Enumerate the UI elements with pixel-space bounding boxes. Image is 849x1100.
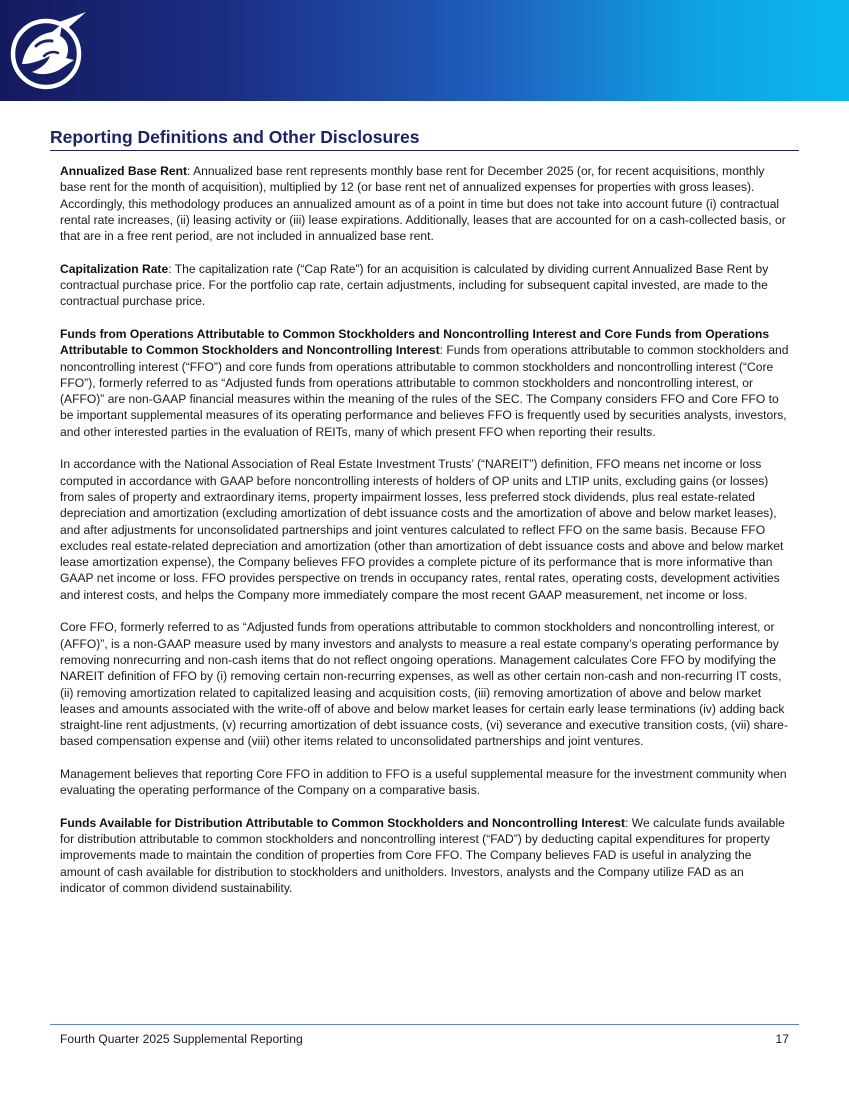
definition-text: : Funds from operations attributable to common stockholders and noncontrolling interest (“FFO”) and core funds from operations attributable to common stockholders and noncontrolling interest (“Core FFO”), formerly referred to as “Adjusted funds from operations attributable to common stockholders and noncontrolling interest, or (AFFO)” are non-GAAP financial measures within the meaning of the rules of the SEC. The Company considers FFO and Core FFO to be important supplemental measures of its operating performance and believes FFO is frequently used by securities analysts, investors, and other interested parties in the evaluation of REITs, many of which present FFO when reporting their results.: [60, 343, 789, 439]
term-label: Funds from Operations Attributable to Common Stockholders and Noncontrolling Interest and Core Funds from Operations Attributable to Common Stockholders and Noncontrolling Interest: [60, 326, 770, 358]
definition-fad: [60, 815, 789, 896]
definition-text: : Annualized base rent represents monthly base rent for December 2025 (or, for recent acquisitions, monthly base rent for the month of acquisition), multiplied by 12 (or base rent net of annualized expenses for properties with gross leases). Accordingly, this methodology produces an annualized amount as of a point in time but does not take into account future (i) contractual rental rate increases, (ii) leasing activity or (iii) lease expirations. Additionally, leases that are accounted for on a cash-collected basis, or that are in a free rent period, are not included in annualized base rent.: [60, 164, 786, 244]
definitions-body: [50, 151, 799, 896]
footer-report-name: Fourth Quarter 2025 Supplemental Reporting: [60, 1032, 303, 1046]
paragraph-core-ffo: Core FFO, formerly referred to as “Adjusted funds from operations attributable to common stockholders and noncontrolling interest, or (AFFO)”, is a non-GAAP measure used by many investors and analysts to measure a real estate company’s operating performance by removing nonrecurring and non-cash items that do not reflect ongoing operations. Management calculates Core FFO by modifying the NAREIT definition of FFO by (i) removing certain non-recurring expenses, as well as other certain non-cash and non-recurring IT costs, (ii) removing amortization related to capitalized leasing and acquisition costs, (iii) removing amortization of above and below market leases and amounts associated with the write-off of above and below market leases for certain early lease terminations (iv) adding back straight-line rent adjustments, (v) recurring amortization of debt issuance costs, (vi) severance and executive transition costs, (vii) share-based compensation expense and (viii) other items related to unconsolidated partnerships and joint ventures.: [60, 620, 788, 749]
page-footer: [50, 1024, 799, 1046]
header-banner: [0, 0, 849, 101]
paragraph-management: Management believes that reporting Core FFO in addition to FFO is a useful supplemental measure for the investment community when evaluating the operating performance of the Company on a comparative basis.: [60, 766, 787, 798]
definition-text: : We calculate funds available for distribution attributable to common stockholders and noncontrolling interest (“FAD”) by deducting capital expenditures for property improvements made to maintain the condition of properties from Core FFO. The Company believes FAD is useful in analyzing the amount of cash available for distribution to stockholders and unitholders. Investors, analysts and the Company utilize FAD as an indicator of common dividend sustainability.: [60, 815, 785, 896]
page-title: Reporting Definitions and Other Disclosures: [50, 127, 799, 151]
definition-annualized-base-rent: [60, 163, 789, 244]
footer-page-number: 17: [775, 1032, 789, 1046]
definition-capitalization-rate: [60, 261, 789, 310]
term-label: Funds Available for Distribution Attributable to Common Stockholders and Noncontrolling Interest: [60, 815, 626, 830]
definition-ffo: [60, 326, 789, 440]
paragraph-nareit: In accordance with the National Association of Real Estate Investment Trusts’ (“NAREIT”) definition, FFO means net income or loss computed in accordance with GAAP before noncontrolling interests of holders of OP units and LTIP units, excluding gains (or losses) from sales of property and extraordinary items, property impairment losses, less preferred stock dividends, plus real estate-related depreciation and amortization (excluding amortization of debt issuance costs and the amortization of above and below market leases), and after adjustments for unconsolidated partnerships and joint ventures calculated to reflect FFO on the same basis. Because FFO excludes real estate-related depreciation and amortization (other than amortization of debt issuance costs and above and below market lease amortization expense), the Company believes FFO provides a complete picture of its performance that is more informative than GAAP net income or loss. FFO provides perspective on trends in occupancy rates, rental rates, operating costs, development activities and interest costs, and helps the Company more immediately compare the most recent GAAP measurement, net income or loss.: [60, 457, 784, 602]
main-content: [50, 127, 799, 913]
term-label: Annualized Base Rent: [60, 164, 188, 178]
term-label: Capitalization Rate: [60, 261, 169, 276]
company-logo-icon: [8, 10, 90, 92]
definition-text: : The capitalization rate (“Cap Rate”) for an acquisition is calculated by dividing current Annualized Base Rent by contractual purchase price. For the portfolio cap rate, certain adjustments, including for subsequent capital invested, are made to the contractual purchase price.: [60, 261, 769, 309]
